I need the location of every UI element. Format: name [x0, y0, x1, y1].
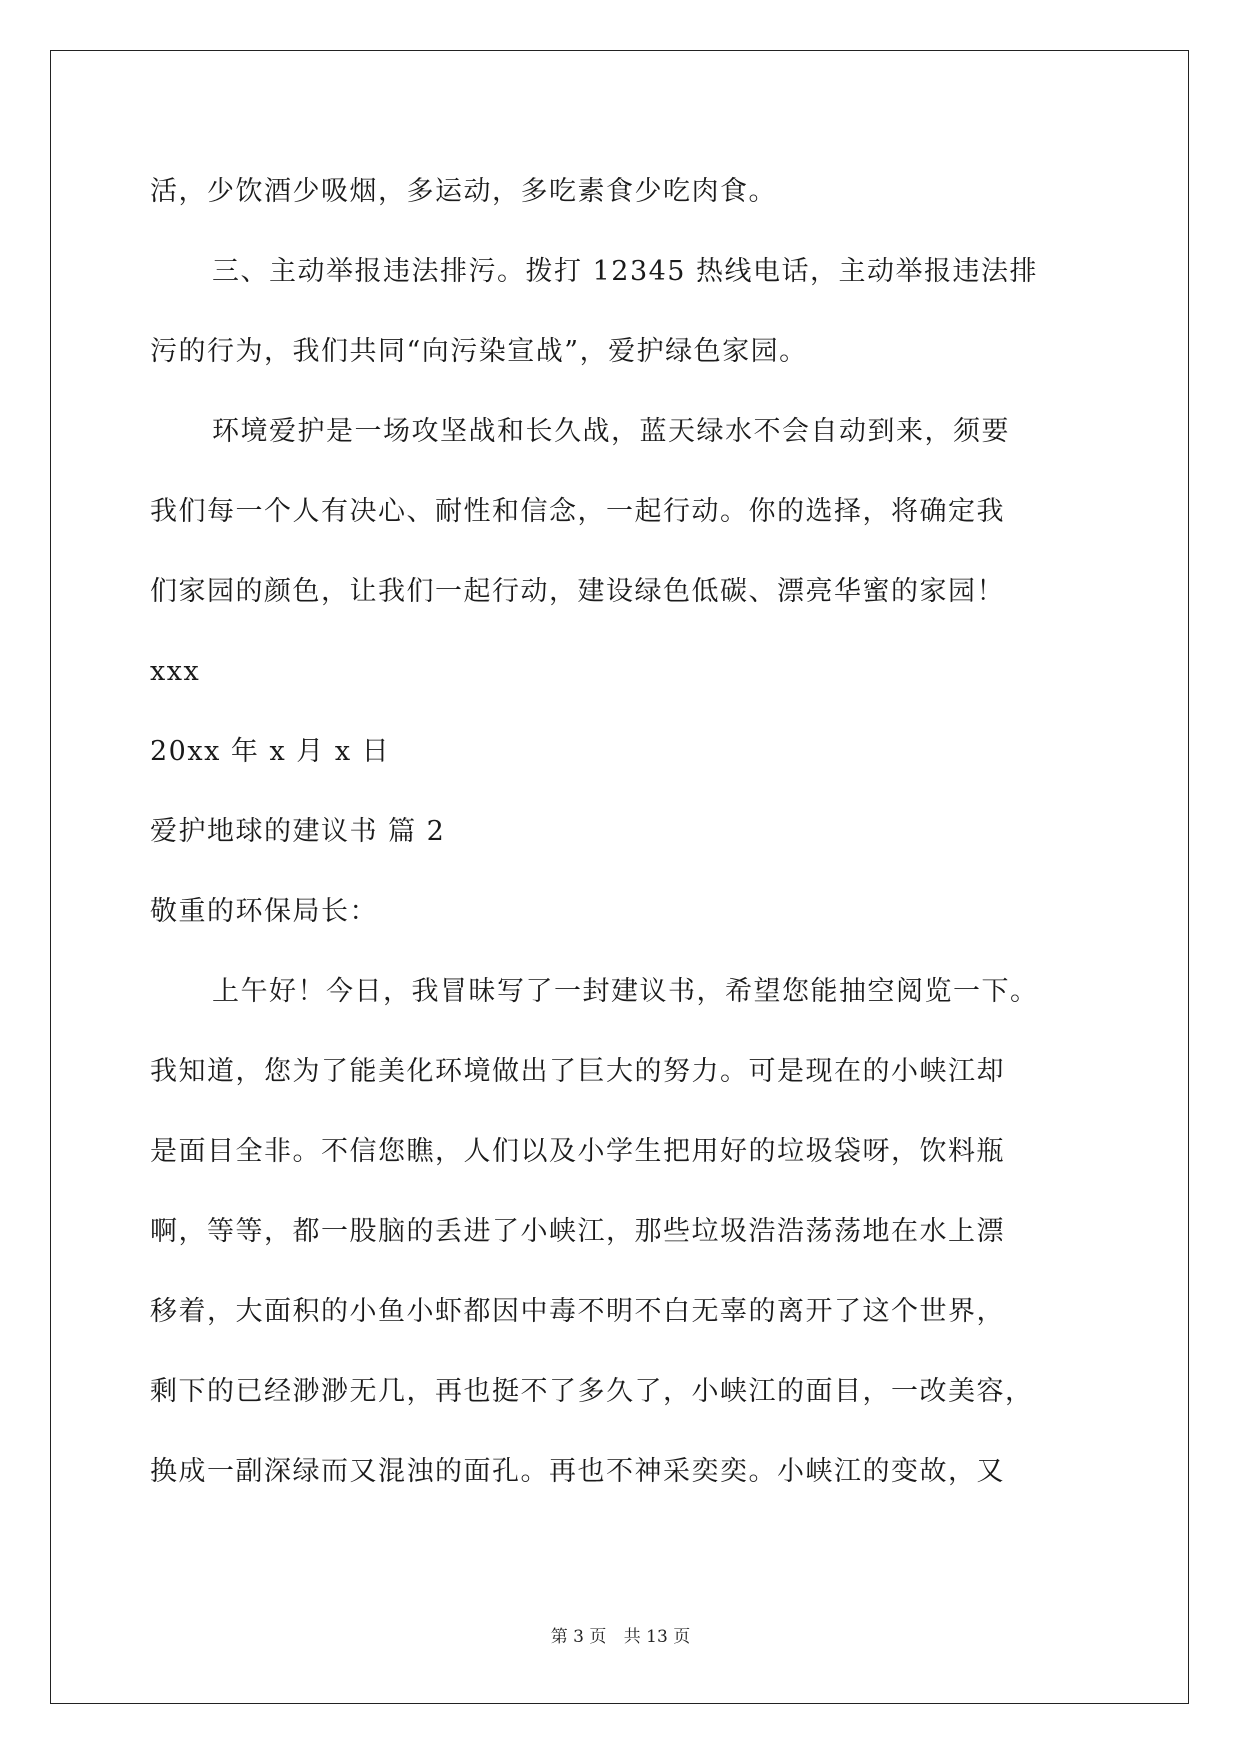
text-line: 污的行为，我们共同“向污染宣战”，爱护绿色家园。 — [150, 336, 808, 367]
page-total: 共 13 页 — [623, 1627, 691, 1647]
salutation: 敬重的环保局长： — [150, 896, 378, 927]
page-footer — [0, 1622, 1241, 1647]
text-line: 们家园的颜色，让我们一起行动，建设绿色低碳、漂亮华蜜的家园！ — [150, 576, 1005, 607]
date-line: 20xx 年 x 月 x 日 — [150, 736, 391, 767]
section-title: 爱护地球的建议书 篇 2 — [150, 816, 446, 847]
text-line: 剩下的已经渺渺无几，再也挺不了多久了，小峡江的面目，一改美容， — [150, 1376, 1034, 1407]
page-number: 第 3 页 — [550, 1627, 607, 1647]
text-line: 环境爱护是一场攻坚战和长久战，蓝天绿水不会自动到来，须要 — [212, 416, 1010, 447]
text-line: 上午好！今日，我冒昧写了一封建议书，希望您能抽空阅览一下。 — [212, 976, 1039, 1007]
text-line: 换成一副深绿而又混浊的面孔。再也不神采奕奕。小峡江的变故，又 — [150, 1456, 1005, 1487]
text-line: 是面目全非。不信您瞧，人们以及小学生把用好的垃圾袋呀，饮料瓶 — [150, 1136, 1005, 1167]
text-line: 啊，等等，都一股脑的丢进了小峡江，那些垃圾浩浩荡荡地在水上漂 — [150, 1216, 1005, 1247]
text-line: 三、主动举报违法排污。拨打 12345 热线电话，主动举报违法排 — [212, 256, 1039, 287]
text-line: 活，少饮酒少吸烟，多运动，多吃素食少吃肉食。 — [150, 176, 777, 207]
text-line: 移着，大面积的小鱼小虾都因中毒不明不白无辜的离开了这个世界， — [150, 1296, 1005, 1327]
text-line: 我知道，您为了能美化环境做出了巨大的努力。可是现在的小峡江却 — [150, 1056, 1005, 1087]
text-line: 我们每一个人有决心、耐性和信念，一起行动。你的选择，将确定我 — [150, 496, 1005, 527]
signature: xxx — [150, 656, 201, 687]
